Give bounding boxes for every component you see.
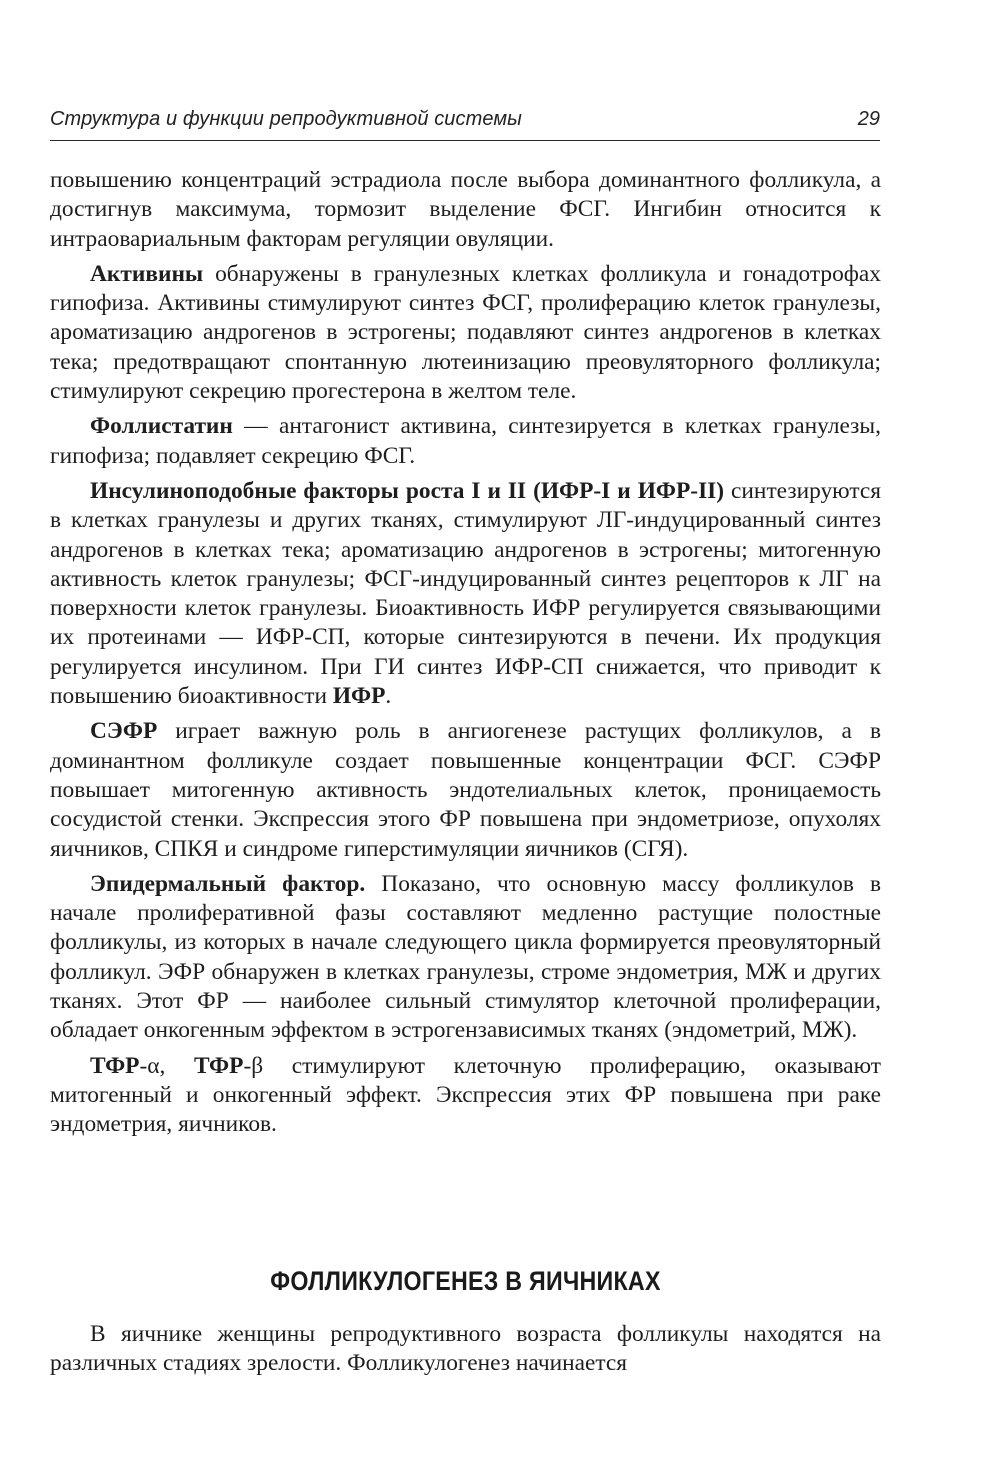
paragraph-activins <box>50 260 881 406</box>
symbol-beta: -β <box>243 1052 264 1079</box>
term-tgf-alpha: ТФР <box>90 1052 140 1079</box>
term-egf: Эпидермальный фактор. <box>90 870 366 897</box>
paragraph-egf <box>50 870 881 1046</box>
section-heading: ФОЛЛИКУЛОГЕНЕЗ В ЯИЧНИКАХ <box>270 1266 661 1296</box>
paragraph-text: — антагонист активина, синтезируется в клетках гранулезы, гипофиза; подавляет секрецию ФСГ. <box>50 413 881 469</box>
body-text <box>50 166 881 1140</box>
paragraph-text: повышению концентраций эстрадиола после выбора доминантного фолликула, а достигнув максимума, тормозит выделение ФСГ. Ингибин относится к интраовариальным факторам регуляции овуляции. <box>50 167 881 252</box>
term-activins: Активины <box>90 260 204 287</box>
paragraph-igf <box>50 477 881 711</box>
running-title: Структура и функции репродуктивной системы <box>50 108 523 130</box>
paragraph-vegf <box>50 717 881 863</box>
term-tgf-beta: ТФР <box>193 1052 244 1079</box>
paragraph-inhibin-continuation <box>50 166 881 254</box>
paragraph-tail: . <box>385 683 392 710</box>
term-follistatin: Фоллистатин <box>90 413 233 440</box>
running-header <box>50 104 880 141</box>
paragraph-folliculogenesis-intro: В яичнике женщины репродуктивного возраста фолликулы находятся на различных стадиях зрелости. Фолликулогенез начинается <box>50 1321 881 1377</box>
term-vegf: СЭФР <box>90 718 158 745</box>
term-igf: Инсулиноподобные факторы роста I и II (ИФР-I и ИФР-II) <box>90 477 725 504</box>
paragraph-text: стимулируют клеточную пролиферацию, оказывают митогенный и онкогенный эффект. Экспрессия этих ФР повышена при раке эндометрия, яичников. <box>50 1052 881 1138</box>
symbol-alpha: -α, <box>139 1052 194 1079</box>
term-igf-tail: ИФР <box>332 683 386 710</box>
page-number: 29 <box>857 108 880 130</box>
section-body <box>50 1320 881 1379</box>
paragraph-text: обнаружены в гранулезных клетках фолликула и гонадотрофах гипофиза. Активины стимулируют синтез ФСГ, пролиферацию клеток гранулезы, ароматизацию андрогенов в эстрогены; подавляют синтез андрогенов в клетках тека; предотвращают спонтанную лютеинизацию преовуляторного фолликула; стимулируют секрецию прогестерона в желтом теле. <box>50 260 881 405</box>
paragraph-text: Показано, что основную массу фолликулов в начале пролиферативной фазы составляют медленно растущие полостные фолликулы, из которых в начале следующего цикла формируется преовуляторный фолликул. ЭФР обнаружен в клетках гранулезы, строме эндометрия, МЖ и других тканях. Этот ФР — наиболее сильный стимулятор клеточной пролиферации, обладает онкогенным эффектом в эстрогензависимых тканях (эндометрий, МЖ). <box>50 870 881 1044</box>
paragraph-tgf <box>50 1052 881 1140</box>
paragraph-follistatin <box>50 412 881 471</box>
paragraph-text: играет важную роль в ангиогенезе растущих фолликулов, а в доминантном фолликуле создает повышенные концентрации ФСГ. СЭФР повышает митогенную активность эндотелиальных клеток, проницаемость сосудистой стенки. Экспрессия этого ФР повышена при эндометриозе, опухолях яичников, СПКЯ и синдроме гиперстимуляции яичников (СГЯ). <box>50 718 881 862</box>
paragraph-text: синтезируются в клетках гранулезы и других тканях, стимулируют ЛГ-индуцированный синтез андрогенов в клетках тека; ароматизацию андрогенов в эстрогены; митогенную активность клеток гранулезы; ФСГ-индуцированный синтез рецепторов к ЛГ на поверхности клеток гранулезы. Биоактивность ИФР регулируется связывающими их протеинами — ИФР-СП, которые синтезируются в печени. Их продукция регулируется инсулином. При ГИ синтез ИФР-СП снижается, что приводит к повышению биоактивности <box>50 477 881 710</box>
